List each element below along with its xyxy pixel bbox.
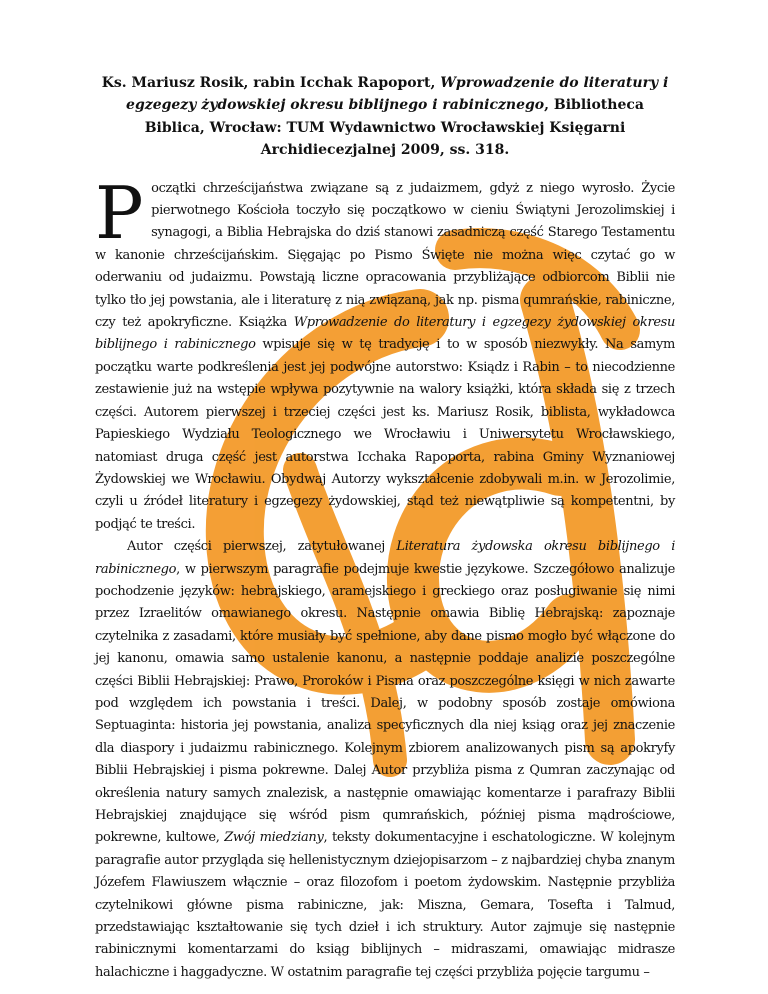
paragraph-1-text-a: oczątki chrześcijaństwa związane są z judaizmem, gdyż z niego wyrosło. Życie pierwotnego Kościoła toczyło się początkowo w cieniu Świątyni Jerozolimskiej i synagogi, a Biblia Hebrajska do dziś stanowi zasadniczą część Starego Testamentu w kanonie chrześcijańskim. Sięgając po Pismo Święte nie można więc czytać go w oderwaniu od judaizmu. Powstają liczne opracowania przybliżające odbiorcom Biblii nie tylko tło jej powstania, ale i literaturę z nią związaną, jak np. pisma qumrańskie, rabiniczne, czy też apokryficzne. Książka	[95, 180, 675, 331]
paragraph-2-text-b: , w pierwszym paragrafie podejmuje kwestie językowe. Szczegółowo analizuje pochodzenie języków: hebrajskiego, aramejskiego i greckiego oraz posługiwanie się nimi przez Izraelitów omawianego okresu. Następnie omawia Biblię Hebrajską: zapoznaje czytelnika z zasadami, które musiały być spełnione, aby dane pismo mogło być włączone do jej kanonu, omawia samo ustalenie kanonu, a następnie poddaje analizie poszczególne części Biblii Hebrajskiej: Prawo, Proroków i Pisma oraz poszczególne księgi w nich zawarte pod względem ich powstania i treści. Dalej, w podobny sposób zostaje omówiona Septuaginta: historia jej powstania, analiza specyficznych dla niej ksiąg oraz jej znaczenie dla diaspory i judaizmu rabinicznego. Kolejnym zbiorem analizowanych pism są apokryfy Biblii Hebrajskiej i pisma pokrewne. Dalej Autor przybliża pisma z Qumran zaczynając od określenia natury samych znalezisk, a następnie omawiając komentarze i parafrazy Biblii Hebrajskiej znajdujące się wśród pism qumrańskich, później pisma mądrościowe, pokrewne, kultowe,	[95, 561, 675, 846]
header-book-title: Wprowadzenie do literatury i egzegezy żydowskiej okresu biblijnego i rabinicznego	[126, 75, 669, 114]
header-publication: , Bibliotheca Biblica, Wrocław: TUM Wydawnictwo Wrocławskiej Księgarni Archidiecezjalnej 2009, ss. 318.	[144, 97, 644, 159]
paragraph-2-part-title: Literatura żydowska okresu biblijnego i rabinicznego	[95, 539, 675, 577]
document-page	[95, 72, 675, 984]
paragraph-1-text-b: wpisuje się w tę tradycję i to w sposób niezwykły. Na samym początku warte podkreślenia jest jej podwójne autorstwo: Ksiądz i Rabin – to niecodzienne zestawienie już na wstępie wpływa pozytywnie na walory książki, która składa się z trzech części. Autorem pierwszej i trzeciej części jest ks. Mariusz Rosik, biblista, wykładowca Papieskiego Wydziału Teologicznego we Wrocławiu i Uniwersytetu Wrocławskiego, natomiast druga część jest autorstwa Icchaka Rapoporta, rabina Gminy Wyznaniowej Żydowskiej we Wrocławiu. Obydwaj Autorzy wykształcenie zdobywali m.in. w Jerozolimie, czyli u źródeł literatury i egzegezy żydowskiej, stąd też niewątpliwie są kompetentni, by podjąć te treści.	[95, 337, 675, 532]
paragraph-2	[95, 536, 675, 984]
paragraph-1	[95, 170, 676, 537]
review-header	[95, 72, 675, 162]
paragraph-2-copper-scroll: Zwój miedziany	[224, 830, 324, 846]
paragraph-2-text-a: Autor części pierwszej, zatytułowanej	[127, 539, 397, 555]
header-authors: Ks. Mariusz Rosik, rabin Icchak Rapoport,	[101, 75, 441, 91]
paragraph-2-text-c: , teksty dokumentacyjne i eschatologiczne. W kolejnym paragrafie autor przygląda się hellenistycznym dziejopisarzom – z najbardziej chyba znanym Józefem Flawiuszem włącznie – oraz filozofom i poetom żydowskim. Następnie przybliża czytelnikowi główne pisma rabiniczne, jak: Miszna, Gemara, Tosefta i Talmud, przedstawiając kształtowanie się tych dzieł i ich struktury. Autor zajmuje się następnie rabinicznymi komentarzami do ksiąg biblijnych – midraszami, omawiając midrasze halachiczne i haggadyczne. W ostatnim paragrafie tej części przybliża pojęcie targumu –	[95, 830, 675, 980]
drop-cap: P	[95, 170, 144, 255]
paragraph-1-book-title: Wprowadzenie do literatury i egzegezy żydowskiej okresu biblijnego i rabinicznego	[95, 315, 676, 353]
